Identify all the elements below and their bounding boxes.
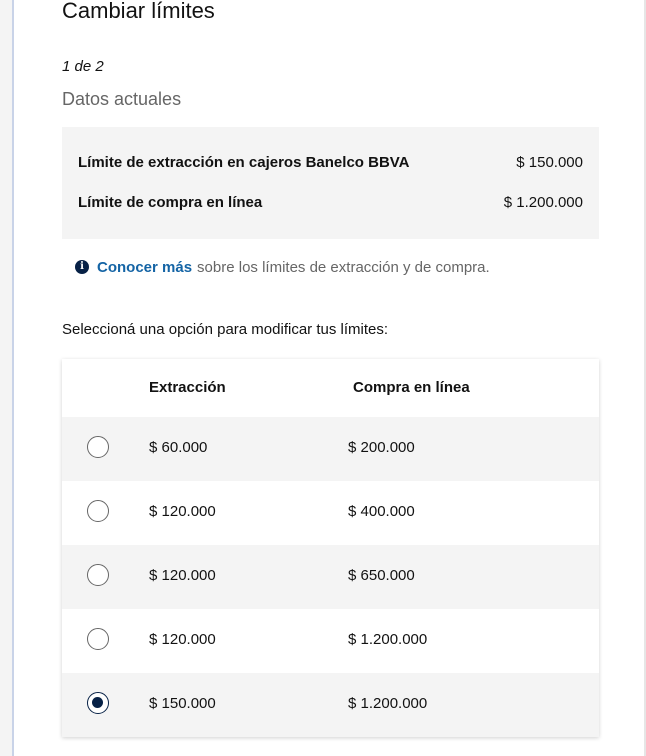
option-extraction-value: $ 150.000 — [149, 695, 216, 712]
option-radio[interactable] — [87, 500, 109, 522]
option-radio[interactable] — [87, 436, 109, 458]
current-limit-row — [78, 150, 583, 174]
current-limit-value: $ 1.200.000 — [503, 193, 583, 211]
select-option-prompt: Seleccioná una opción para modificar tus límites: — [62, 321, 389, 338]
option-radio[interactable] — [87, 564, 109, 586]
limit-option-row[interactable] — [62, 417, 599, 481]
option-radio[interactable] — [87, 692, 109, 714]
current-limit-row — [78, 190, 583, 214]
limit-option-row[interactable] — [62, 481, 599, 545]
step-indicator: 1 de 2 — [62, 58, 104, 75]
info-icon: i — [75, 260, 89, 274]
option-online-purchase-value: $ 1.200.000 — [348, 631, 428, 648]
info-text: sobre los límites de extracción y de compra. — [197, 258, 490, 276]
option-online-purchase-value: $ 650.000 — [348, 567, 415, 584]
option-extraction-value: $ 120.000 — [149, 567, 216, 584]
current-limit-value: $ 150.000 — [516, 153, 583, 171]
limit-options-table — [62, 359, 599, 737]
section-title: Datos actuales — [62, 89, 182, 109]
current-limits-panel — [62, 127, 599, 239]
limit-option-row[interactable] — [62, 673, 599, 737]
option-online-purchase-value: $ 1.200.000 — [348, 695, 428, 712]
option-extraction-value: $ 60.000 — [149, 439, 208, 456]
column-header-online-purchase: Compra en línea — [353, 379, 470, 396]
limit-option-row[interactable] — [62, 545, 599, 609]
info-note — [75, 257, 490, 277]
left-rail — [0, 0, 12, 756]
option-extraction-value: $ 120.000 — [149, 503, 216, 520]
learn-more-link[interactable]: Conocer más — [97, 258, 193, 276]
page-title: Cambiar límites — [62, 0, 215, 23]
column-header-extraction: Extracción — [149, 379, 226, 396]
current-limit-label: Límite de extracción en cajeros Banelco BBVA — [78, 153, 410, 171]
option-online-purchase-value: $ 200.000 — [348, 439, 415, 456]
limit-option-row[interactable] — [62, 609, 599, 673]
left-rail-border — [12, 0, 14, 756]
option-extraction-value: $ 120.000 — [149, 631, 216, 648]
current-limit-label: Límite de compra en línea — [78, 193, 263, 211]
options-table-header — [62, 359, 599, 417]
option-radio[interactable] — [87, 628, 109, 650]
option-online-purchase-value: $ 400.000 — [348, 503, 415, 520]
